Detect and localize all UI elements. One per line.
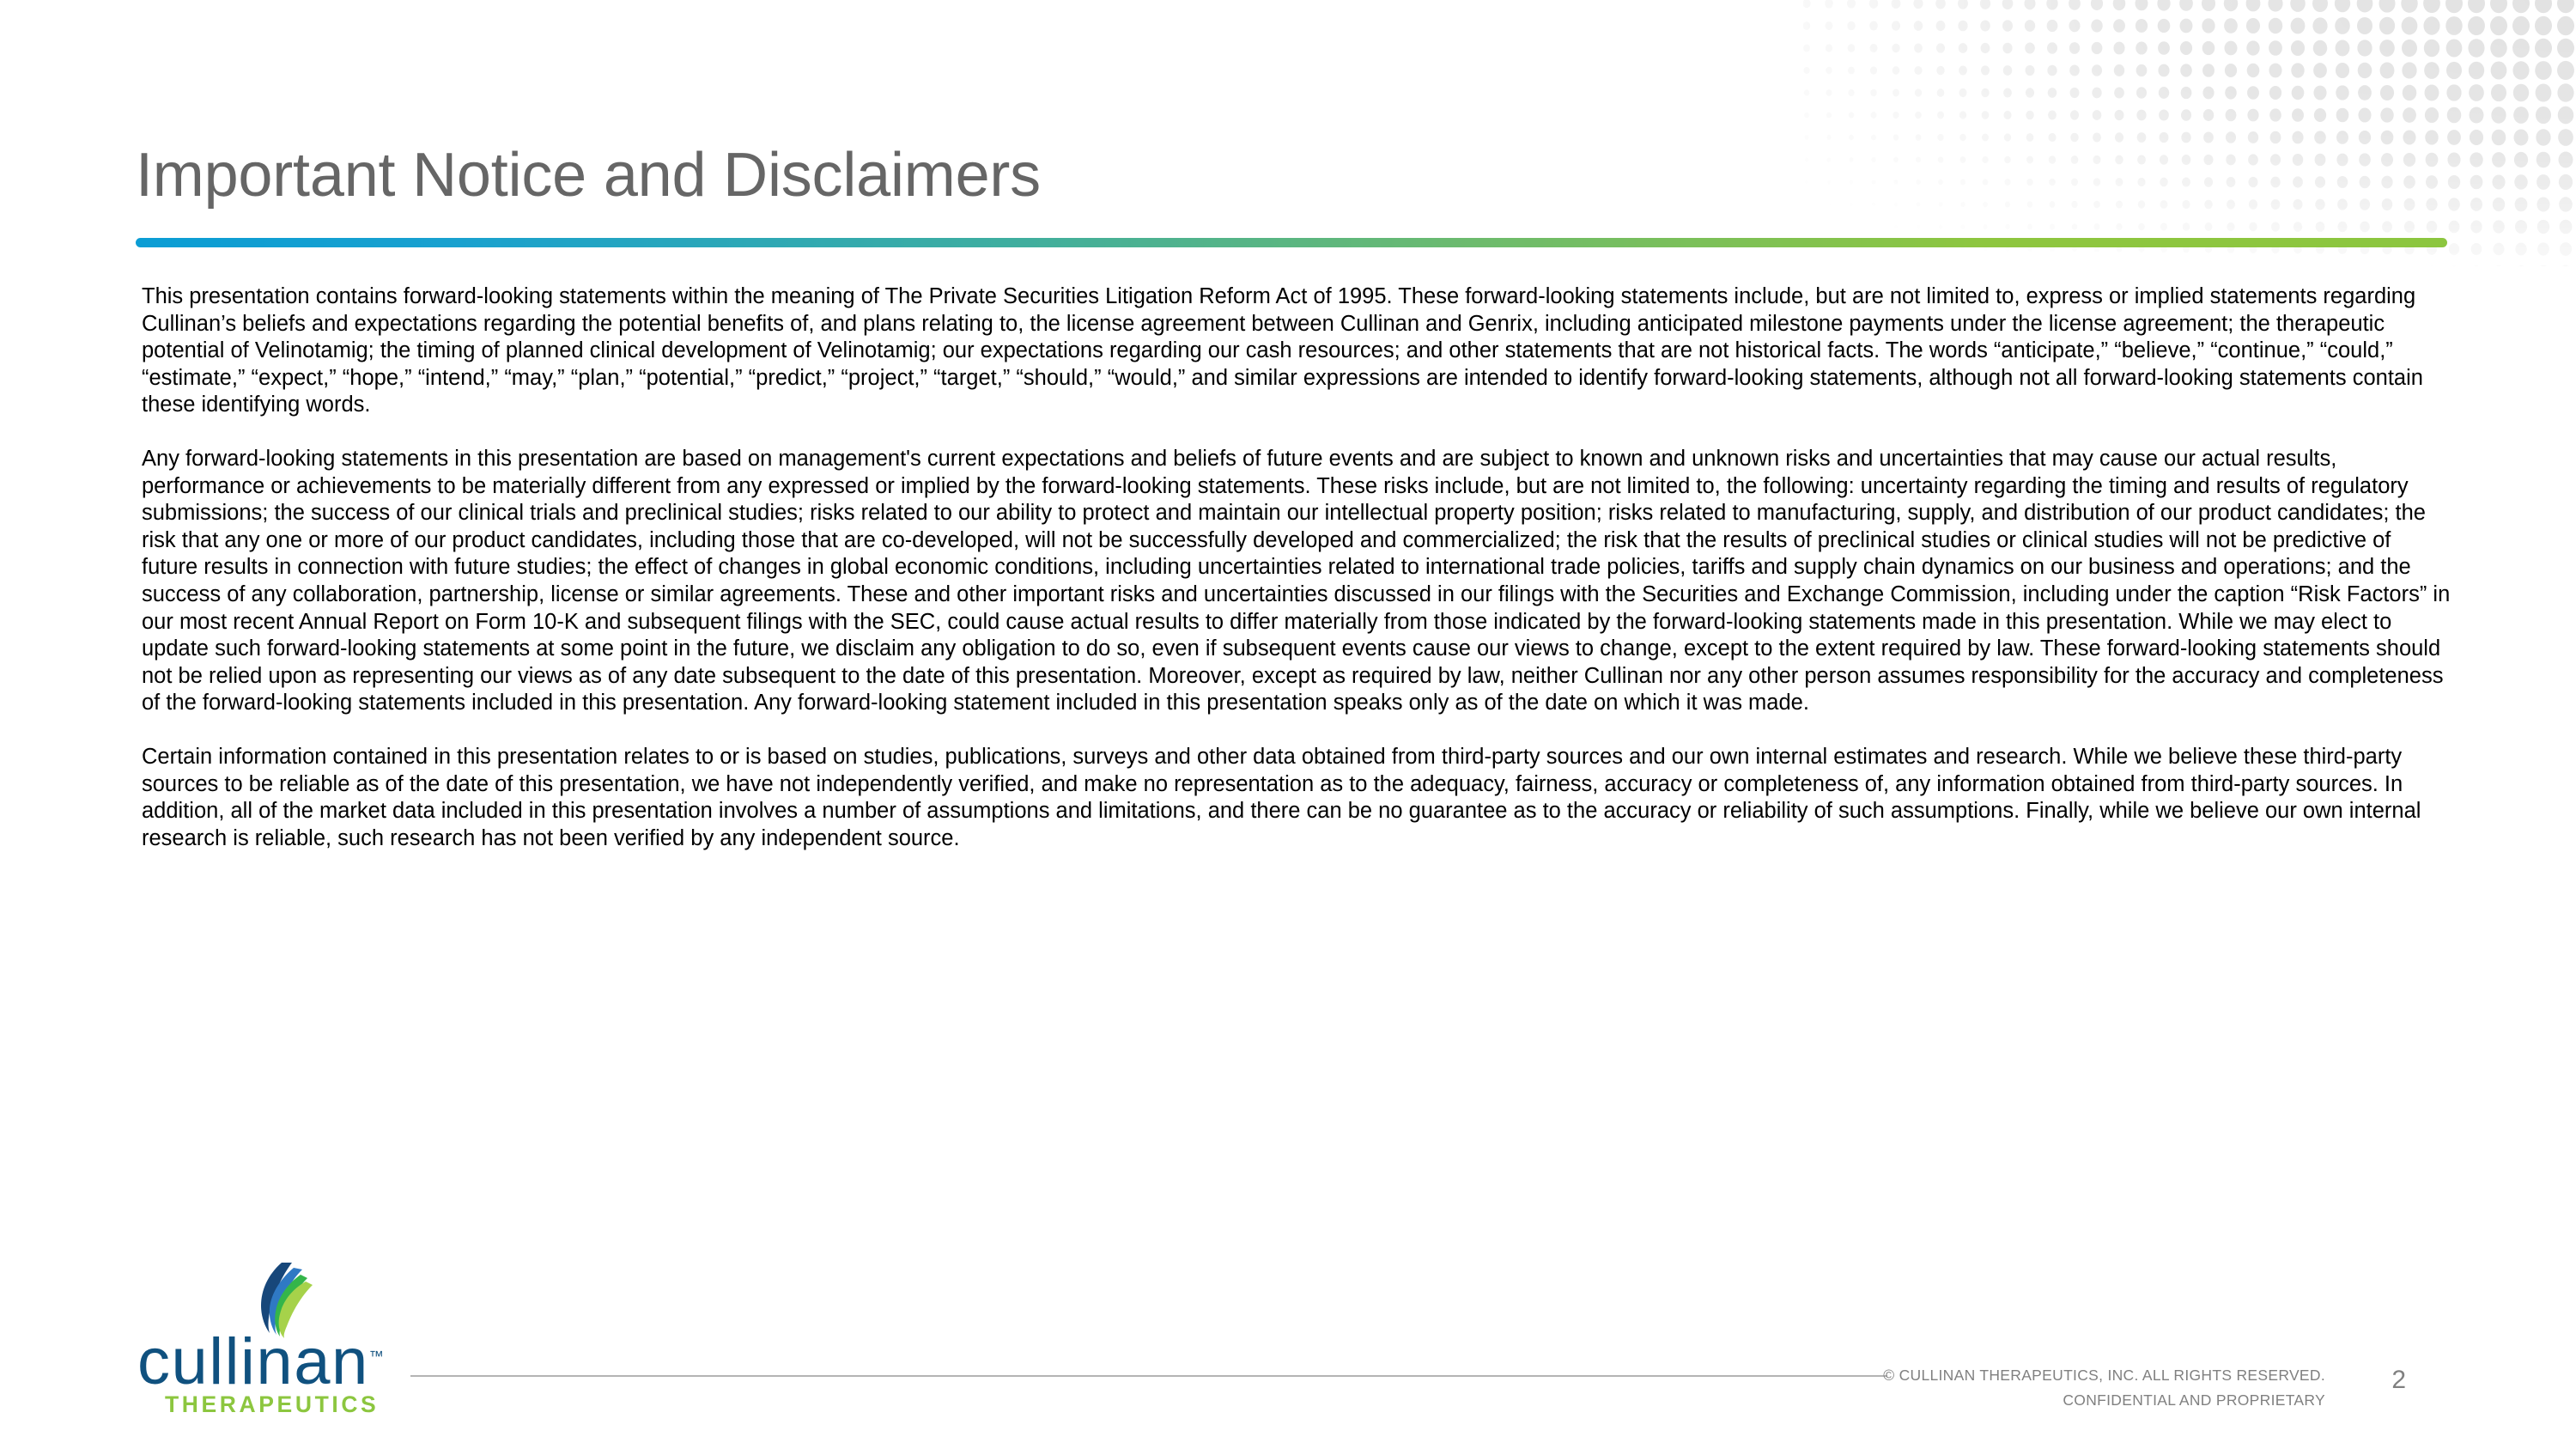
title-gradient-rule [136,238,2447,247]
trademark-icon: ™ [368,1348,384,1365]
page-title: Important Notice and Disclaimers [136,141,1041,210]
disclaimer-paragraph-2: Any forward-looking statements in this presentation are based on management's current expectations and beliefs of future events and are subject to known and unknown risks and uncertainties that may cause our actual results, performance or achievements to be materially different from any expressed or implied by the forward-looking statements. These risks include, but are not limited to, the following: uncertainty regarding the timing and results of regulatory submissions; the success of our clinical trials and preclinical studies; risks related to our ability to protect and maintain our intellectual property position; risks related to manufacturing, supply, and distribution of our product candidates; the risk that any one or more of our product candidates, including those that are co-developed, will not be successfully developed and commercialized; the risk that the results of preclinical studies or clinical studies will not be predictive of future results in connection with future studies; the effect of changes in global economic conditions, including uncertainties related to international trade policies, tariffs and supply chain dynamics on our business and operations; and the success of any collaboration, partnership, license or similar agreements. These and other important risks and uncertainties discussed in our filings with the Securities and Exchange Commission, including under the caption “Risk Factors” in our most recent Annual Report on Form 10-K and subsequent filings with the SEC, could cause actual results to differ materially from those indicated by the forward-looking statements made in this presentation. While we may elect to update such forward-looking statements at some point in the future, we disclaim any obligation to do so, even if subsequent events cause our views to change, except to the extent required by law. These forward-looking statements should not be relied upon as representing our views as of any date subsequent to the date of this presentation. Moreover, except as required by law, neither Cullinan nor any other person assumes responsibility for the accuracy and completeness of the forward-looking statements included in this presentation. Any forward-looking statement included in this presentation speaks only as of the date on which it was made. [142,446,2451,715]
logo-tagline: THERAPEUTICS [165,1391,380,1417]
disclaimer-paragraph-3: Certain information contained in this presentation relates to or is based on studies, publications, surveys and other data obtained from third-party sources and our own internal estimates and research. While we believe these third-party sources to be reliable as of the date of this presentation, we have not independently verified, and make no representation as to the adequacy, fairness, accuracy or completeness of, any information obtained from third-party sources. In addition, all of the market data included in this presentation involves a number of assumptions and limitations, and there can be no guarantee as to the accuracy or reliability of such assumptions. Finally, while we believe our own internal research is reliable, such research has not been verified by any independent source. [142,744,2421,850]
footer-copyright: © CULLINAN THERAPEUTICS, INC. ALL RIGHTS RESERVED. [1883,1367,2325,1384]
logo-wordmark [137,1325,384,1398]
footer-legal-text [1724,1363,2325,1413]
disclaimer-paragraph-1: This presentation contains forward-looking statements within the meaning of The Private Securities Litigation Reform Act of 1995. These forward-looking statements include, but are not limited to, express or implied statements regarding Cullinan’s beliefs and expectations regarding the potential benefits of, and plans relating to, the license agreement between Cullinan and Genrix, including anticipated milestone payments under the license agreement; the therapeutic potential of Velinotamig; the timing of planned clinical development of Velinotamig; our expectations regarding our cash resources; and other statements that are not historical facts. The words “anticipate,” “believe,” “continue,” “could,” “estimate,” “expect,” “hope,” “intend,” “may,” “plan,” “potential,” “predict,” “project,” “target,” “should,” “would,” and similar expressions are intended to identify forward-looking statements, although not all forward-looking statements contain these identifying words. [142,284,2423,417]
cullinan-therapeutics-logo [137,1261,404,1416]
footer-confidentiality: CONFIDENTIAL AND PROPRIETARY [2063,1391,2325,1409]
halftone-dot-pattern-decoration [1803,0,2576,266]
disclaimer-body [142,283,2451,879]
logo-wordmark-text: cullinan [137,1325,369,1398]
page-number: 2 [2391,1366,2406,1394]
footer-divider [410,1375,1887,1377]
